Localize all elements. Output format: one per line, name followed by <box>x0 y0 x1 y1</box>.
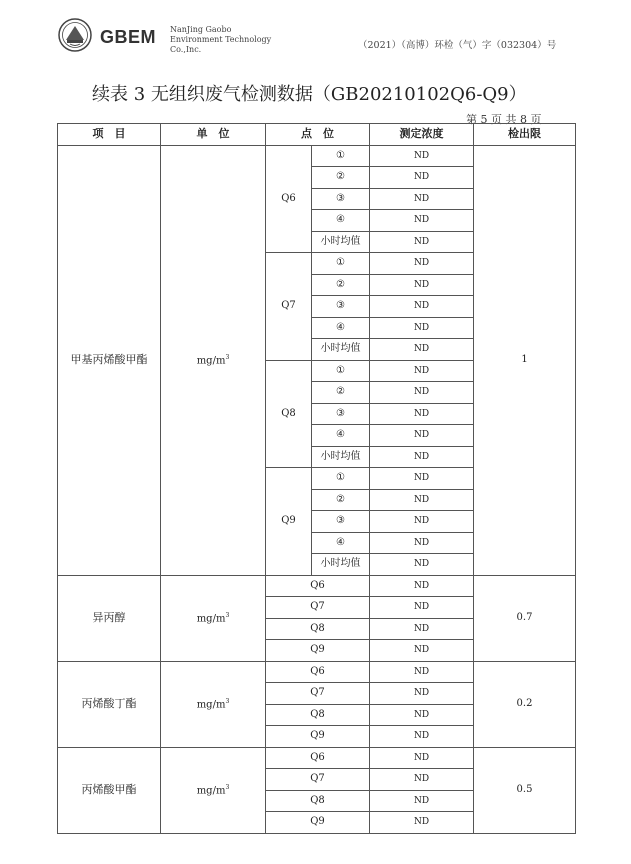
sub-point-label: ① <box>312 253 370 275</box>
unit-text: mg/m <box>196 785 226 797</box>
sub-point-label: 小时均值 <box>312 446 370 468</box>
concentration-value: ND <box>370 360 474 382</box>
unit-superscript: 3 <box>225 612 230 620</box>
item-name: 甲基丙烯酸甲酯 <box>58 145 161 575</box>
concentration-value: ND <box>370 489 474 511</box>
column-header-point: 点 位 <box>266 124 370 146</box>
point-label: Q7 <box>266 253 312 361</box>
point-label: Q8 <box>266 790 370 812</box>
concentration-value: ND <box>370 167 474 189</box>
concentration-value: ND <box>370 231 474 253</box>
sub-point-label: ③ <box>312 403 370 425</box>
sub-point-label: 小时均值 <box>312 339 370 361</box>
sub-point-label: ③ <box>312 296 370 318</box>
detection-limit: 0.5 <box>474 747 576 833</box>
concentration-value: ND <box>370 597 474 619</box>
concentration-value: ND <box>370 403 474 425</box>
concentration-value: ND <box>370 683 474 705</box>
unit-superscript: 3 <box>225 354 230 362</box>
point-label: Q9 <box>266 468 312 576</box>
concentration-value: ND <box>370 274 474 296</box>
concentration-value: ND <box>370 511 474 533</box>
column-header-unit: 单 位 <box>161 124 266 146</box>
table-row <box>58 575 576 597</box>
page-number: 第 5 页 共 8 页 <box>466 113 542 126</box>
sub-point-label: ④ <box>312 532 370 554</box>
point-label: Q7 <box>266 683 370 705</box>
concentration-value: ND <box>370 317 474 339</box>
concentration-value: ND <box>370 661 474 683</box>
concentration-value: ND <box>370 468 474 490</box>
item-name: 异丙醇 <box>58 575 161 661</box>
sub-point-label: ① <box>312 468 370 490</box>
column-header-item: 项 目 <box>58 124 161 146</box>
detection-limit: 1 <box>474 145 576 575</box>
point-label: Q6 <box>266 661 370 683</box>
point-label: Q7 <box>266 769 370 791</box>
company-name: NanJing Gaobo Environment Technology Co.,Inc. <box>170 25 272 54</box>
sub-point-label: ② <box>312 382 370 404</box>
sub-point-label: ④ <box>312 425 370 447</box>
point-label: Q8 <box>266 618 370 640</box>
item-name: 丙烯酸丁酯 <box>58 661 161 747</box>
unit-text: mg/m <box>196 355 226 367</box>
point-label: Q6 <box>266 575 370 597</box>
unit-text: mg/m <box>196 699 226 711</box>
concentration-value: ND <box>370 704 474 726</box>
point-label: Q9 <box>266 640 370 662</box>
concentration-value: ND <box>370 747 474 769</box>
concentration-value: ND <box>370 339 474 361</box>
sub-point-label: ② <box>312 489 370 511</box>
concentration-value: ND <box>370 145 474 167</box>
concentration-value: ND <box>370 812 474 834</box>
unit-superscript: 3 <box>225 698 230 706</box>
concentration-value: ND <box>370 446 474 468</box>
detection-limit: 0.7 <box>474 575 576 661</box>
unit-cell <box>161 145 266 575</box>
concentration-value: ND <box>370 618 474 640</box>
concentration-value: ND <box>370 210 474 232</box>
table-row <box>58 661 576 683</box>
brand-name: GBEM <box>100 27 156 47</box>
page-title: 续表 3 无组织废气检测数据（GB20210102Q6-Q9） <box>92 84 527 105</box>
concentration-value: ND <box>370 532 474 554</box>
sub-point-label: ② <box>312 167 370 189</box>
unit-text: mg/m <box>196 613 226 625</box>
concentration-value: ND <box>370 253 474 275</box>
sub-point-label: 小时均值 <box>312 231 370 253</box>
concentration-value: ND <box>370 726 474 748</box>
sub-point-label: ① <box>312 145 370 167</box>
point-label: Q6 <box>266 145 312 253</box>
concentration-value: ND <box>370 382 474 404</box>
point-label: Q6 <box>266 747 370 769</box>
point-label: Q9 <box>266 812 370 834</box>
concentration-value: ND <box>370 296 474 318</box>
sub-point-label: ④ <box>312 317 370 339</box>
table-header-row <box>58 124 576 146</box>
concentration-value: ND <box>370 790 474 812</box>
table-row <box>58 145 576 167</box>
company-logo-icon <box>58 18 92 52</box>
sub-point-label: ② <box>312 274 370 296</box>
concentration-value: ND <box>370 188 474 210</box>
sub-point-label: 小时均值 <box>312 554 370 576</box>
point-label: Q8 <box>266 704 370 726</box>
concentration-value: ND <box>370 425 474 447</box>
point-label: Q8 <box>266 360 312 468</box>
table-row <box>58 747 576 769</box>
column-header-concentration: 测定浓度 <box>370 124 474 146</box>
concentration-value: ND <box>370 640 474 662</box>
concentration-value: ND <box>370 575 474 597</box>
item-name: 丙烯酸甲酯 <box>58 747 161 833</box>
unit-cell <box>161 661 266 747</box>
concentration-value: ND <box>370 769 474 791</box>
unit-cell <box>161 575 266 661</box>
point-label: Q9 <box>266 726 370 748</box>
column-header-limit: 检出限 <box>474 124 576 146</box>
point-label: Q7 <box>266 597 370 619</box>
detection-limit: 0.2 <box>474 661 576 747</box>
sub-point-label: ④ <box>312 210 370 232</box>
concentration-value: ND <box>370 554 474 576</box>
unit-cell <box>161 747 266 833</box>
data-table <box>57 123 576 834</box>
sub-point-label: ① <box>312 360 370 382</box>
sub-point-label: ③ <box>312 188 370 210</box>
document-number: （2021）（高博）环检（气）字（032304）号 <box>358 40 557 51</box>
sub-point-label: ③ <box>312 511 370 533</box>
unit-superscript: 3 <box>225 784 230 792</box>
